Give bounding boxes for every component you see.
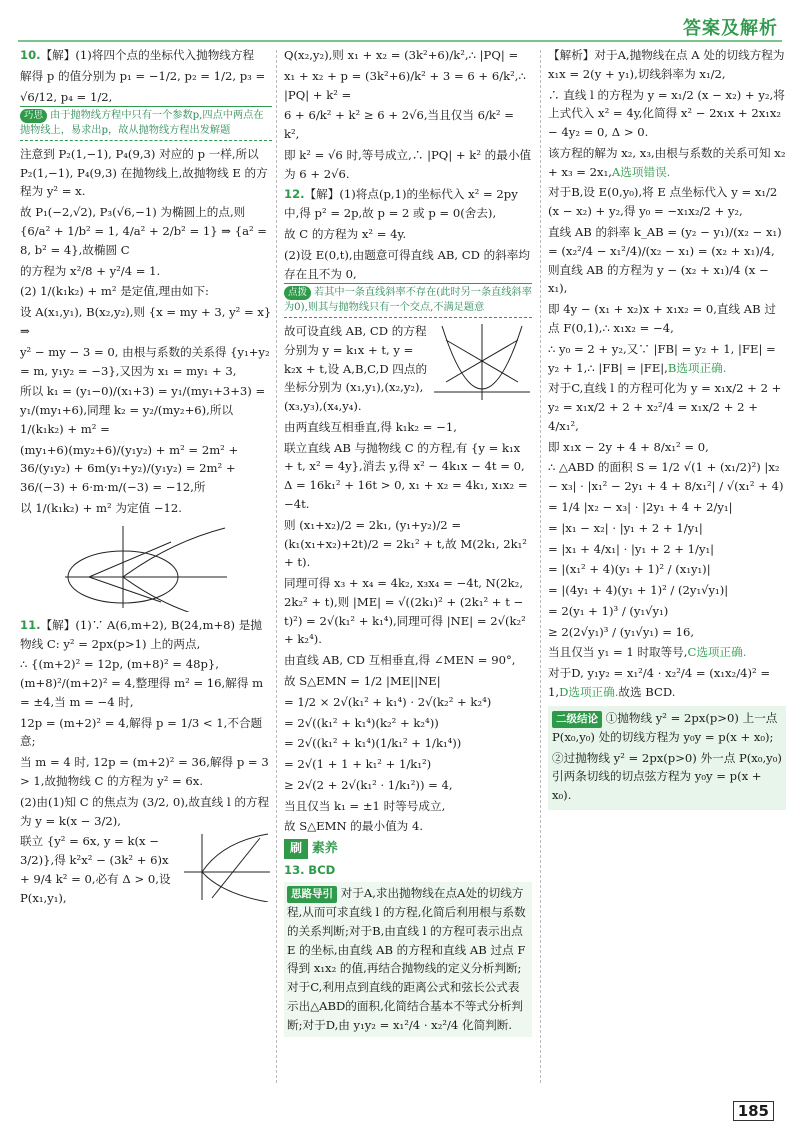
q11-line: 6 + 6/k² + k² ≥ 6 + 2√6,当且仅当 6/k² = k², [284, 108, 514, 142]
q13-line: = |x₁ + 4/x₁| · |y₁ + 2 + 1/y₁| [548, 541, 715, 556]
header-divider [18, 40, 782, 42]
q11-line: ∴ {(m+2)² = 12p, (m+8)² = 48p}, (m+8)²/(m+2)² = 4,整理得 m² = 16,解得 m = ±4,当 m = −4 时, [20, 657, 264, 709]
q10-line: (my₁+6)(my₂+6)/(y₁y₂) + m² = 2m² + 36/(y₁y₂) + 6m(y₁+y₂)/(y₁y₂) = 2m² + 36/(−3) + 6·m·m/(−3) = −12,所 [20, 442, 239, 495]
q13-line: 对于C,直线 l 的方程可化为 y = x₁x/2 + 2 + y₂ = x₁x/2 + 2 + x₂²/4 = x₁x/2 + 2 + 4/x₁², [548, 381, 782, 433]
verdict-text: A选项错误. [611, 164, 671, 179]
q10-line: √6/12, p₄ = 1/2, [20, 88, 272, 108]
q10-line: 注意到 P₂(1,−1), P₄(9,3) 对应的 p 一样,所以 P₂(1,−1), P₄(9,3) 在抛物线上,故抛物线 E 的方程为 y² = x. [20, 146, 268, 199]
summary-box: 二级结论 ①抛物线 y² = 2px(p>0) 上一点 P(x₀,y₀) 处的切线方程为 y₀y = p(x + x₀); ②过抛物线 y² = 2px(p>0) 外一点 P(x₀,y₀) 引两条切线的切点弦方程为 y₀y = p(x + x₀). [548, 706, 786, 810]
column-middle [284, 46, 532, 1037]
q12-line: 则 (x₁+x₂)/2 = 2k₁, (y₁+y₂)/2 = (k₁(x₁+x₂)+2t)/2 = 2k₁² + t,故 M(2k₁, 2k₁² + t). [284, 517, 527, 570]
parabola-lines-figure [432, 322, 532, 402]
q12-line: = 2√(1 + 1 + k₁² + 1/k₁²) [284, 757, 432, 772]
q11-line: 11.【解】(1)∵ A(6,m+2), B(24,m+8) 是抛物线 C: y² = 2px(p>1) 上的两点, [20, 617, 262, 651]
q13-line: 当且仅当 y₁ = 1 时取等号,C选项正确. [548, 645, 747, 660]
section-heading [284, 838, 532, 859]
tip-note: 巧思 由于抛物线方程中只有一个参数p,四点中两点在抛物线上，易求出p，故从抛物线方程出发解题 [20, 109, 272, 141]
question-number: 10. [20, 48, 41, 62]
q11-line: 12p = (m+2)² = 4,解得 p = 1/3 < 1,不合题意; [20, 715, 263, 749]
header-title: 答案及解析 [683, 18, 778, 39]
q10-line: (2) 1/(k₁k₂) + m² 是定值,理由如下: [20, 284, 209, 299]
q12-line: 联立直线 AB 与抛物线 C 的方程,有 {y = k₁x + t, x² = 4y},消去 y,得 x² − 4k₁x − 4t = 0, Δ = 16k₁² + 16t > 0, x₁ + x₂ = 4k₁, x₁x₂ = −4t. [284, 440, 528, 511]
q13-line: = 1/4 |x₂ − x₃| · |2y₁ + 4 + 2/y₁| [548, 499, 733, 514]
column-right [548, 46, 786, 810]
q12-line: 12.【解】(1)将点(p,1)的坐标代入 x² = 2py 中,得 p² = 2p,故 p = 2 或 p = 0(舍去), [284, 187, 518, 221]
q11-line: 联立 {y² = 6x, y = k(x − 3/2)},得 k²x² − (3k² + 6)x + 9/4 k² = 0,必有 Δ > 0,设 P(x₁,y₁), [20, 834, 171, 905]
tip-note: 点拨 若其中一条直线斜率不存在(此时另一条直线斜率为0),则其与抛物线只有一个交点,不满足题意 [284, 286, 532, 318]
q13-line: 直线 AB 的斜率 k_AB = (y₂ − y₁)/(x₂ − x₁) = (x₂²/4 − x₁²/4)/(x₂ − x₁) = (x₂ + x₁)/4,则直线 AB 的方程为 y − (x₂ + x₁)/4 (x − x₁), [548, 225, 782, 296]
q12-line: 当且仅当 k₁ = ±1 时等号成立, [284, 798, 446, 813]
column-divider [276, 50, 277, 1083]
q11-line: 当 m = 4 时, 12p = (m+2)² = 36,解得 p = 3 > 1,故抛物线 C 的方程为 y² = 6x. [20, 755, 269, 788]
parabola-chord-figure [182, 832, 272, 902]
q10-line: 10.【解】(1)将四个点的坐标代入抛物线方程 [20, 48, 255, 62]
q10-line: 故 P₁(−2,√2), P₃(√6,−1) 为椭圆上的点,则 {6/a² + 1/b² = 1, 4/a² + 2/b² = 1} ⇒ {a² = 8, b² = 4},故椭圆 C [20, 205, 268, 257]
q13-line: = 2(y₁ + 1)³ / (y₁√y₁) [548, 603, 669, 618]
q13-line: 【解析】对于A,抛物线在点 A 处的切线方程为 x₁x = 2(y + y₁),切线斜率为 x₁/2, [548, 48, 785, 81]
q10-line: y² − my − 3 = 0, 由根与系数的关系得 {y₁+y₂ = m, y₁y₂ = −3},又因为 x₁ = my₁ + 3, [20, 344, 270, 378]
q12-line: ≥ 2√(2 + 2√(k₁² · 1/k₁²)) = 4, [284, 777, 453, 792]
q13-line: = |(x₁² + 4)(y₁ + 1)² / (x₁y₁)| [548, 562, 711, 577]
column-left [20, 46, 272, 909]
section-label: 素养 [311, 841, 338, 857]
ellipse-parabola-figure [61, 522, 231, 612]
q10-line: 以 1/(k₁k₂) + m² 为定值 −12. [20, 500, 182, 515]
q13-line: 该方程的解为 x₂, x₃,由根与系数的关系可知 x₂ + x₃ = 2x₁,A选项错误. [548, 145, 786, 179]
q10-line: 解得 p 的值分别为 p₁ = −1/2, p₂ = 1/2, p₃ = [20, 68, 266, 83]
question-number: 13. [284, 863, 305, 878]
summary-line: ②过抛物线 y² = 2px(p>0) 外一点 P(x₀,y₀) 引两条切线的切点弦方程为 y₀y = p(x + x₀). [552, 750, 782, 803]
q13-line: ∴ 直线 l 的方程为 y = x₁/2 (x − x₂) + y₂,将上式代入 x² = 4y,化简得 x² − 2x₁x + 2x₁x₂ − 4y₂ = 0, Δ > 0. [548, 87, 785, 140]
q11-line: x₁ + x₂ + p = (3k²+6)/k² + 3 = 6 + 6/k²,∴ |PQ| + k² = [284, 68, 526, 102]
q11-line: (2)由(1)知 C 的焦点为 (3/2, 0),故直线 l 的方程为 y = k(x − 3/2), [20, 794, 270, 828]
q13-line: = |(4y₁ + 4)(y₁ + 1)² / (2y₁√y₁)| [548, 583, 729, 598]
q13-line: 对于D, y₁y₂ = x₁²/4 · x₂²/4 = (x₁x₂/4)² = 1,D选项正确.故选 BCD. [548, 666, 771, 699]
q12-line: 故 S△EMN = 1/2 |ME||NE| [284, 674, 441, 688]
hint-tag: 思路导引 [287, 886, 337, 903]
question-number: 12. [284, 187, 305, 202]
q11-line: Q(x₂,y₂),则 x₁ + x₂ = (3k²+6)/k²,∴ |PQ| = [284, 48, 519, 62]
tip-icon: 点拨 [284, 286, 311, 300]
q12-line: (2)设 E(0,t),由题意可得直线 AB, CD 的斜率均存在且不为 0, [284, 246, 532, 285]
verdict-text: B选项正确. [667, 360, 727, 375]
q10-line: 设 A(x₁,y₁), B(x₂,y₂),则 {x = my + 3, y² = x} ⇒ [20, 305, 272, 338]
question-number: 11. [20, 617, 41, 632]
q13-line: 即 4y − (x₁ + x₂)x + x₁x₂ = 0,直线 AB 过点 F(0,1),∴ x₁x₂ = −4, [548, 302, 776, 335]
q12-line: 故 S△EMN 的最小值为 4. [284, 819, 424, 834]
q13-answer [284, 861, 532, 880]
q12-line: 故可设直线 AB, CD 的方程分别为 y = k₁x + t, y = k₂x + t,设 A,B,C,D 四点的坐标分别为 (x₁,y₁),(x₂,y₂),(x₃,y₃),(x₄,y₄). [284, 323, 428, 414]
verdict-text: C选项正确. [687, 645, 747, 660]
q12-line: 由直线 AB, CD 互相垂直,得 ∠MEN = 90°, [284, 653, 516, 668]
q13-line: ∴ y₀ = 2 + y₂,又∵ |FB| = y₂ + 1, |FE| = y₂ + 1,∴ |FB| = |FE|,B选项正确. [548, 341, 776, 375]
verdict-text: D选项正确. [559, 685, 619, 699]
q12-line: 同理可得 x₃ + x₄ = 4k₂, x₃x₄ = −4t, N(2k₂, 2k₂² + t),则 |ME| = √((2k₁)² + (2k₁² + t − t)²) = 2√(k₁² + k₁⁴),同理可得 |NE| = 2√(k₂² + k₂⁴). [284, 576, 526, 647]
q11-line: 即 k² = √6 时,等号成立,∴ |PQ| + k² 的最小值为 6 + 2√6. [284, 147, 532, 181]
page-number: 185 [733, 1101, 774, 1121]
q12-line: = 2√((k₁² + k₁⁴)(1/k₁² + 1/k₁⁴)) [284, 736, 462, 751]
answer-choices: BCD [308, 863, 336, 878]
q12-line: = 1/2 × 2√(k₁² + k₁⁴) · 2√(k₂² + k₂⁴) [284, 694, 492, 709]
q13-line: ∴ △ABD 的面积 S = 1/2 √(1 + (x₁/2)²) |x₂ − x₃| · |x₁² − 2y₁ + 4 + 8/x₁²| / √(x₁² + 4) [548, 460, 784, 494]
section-tag: 刷 [284, 839, 308, 858]
q10-line: 的方程为 x²/8 + y²/4 = 1. [20, 263, 161, 278]
tip-icon: 巧思 [20, 109, 47, 123]
q13-line: 对于B,设 E(0,y₀),将 E 点坐标代入 y = x₁/2 (x − x₂) + y₂,得 y₀ = −x₁x₂/2 + y₂, [548, 185, 778, 219]
column-divider [540, 50, 541, 1083]
q12-line: 故 C 的方程为 x² = 4y. [284, 227, 407, 242]
q10-line: 所以 k₁ = (y₁−0)/(x₁+3) = y₁/(my₁+3+3) = y₁/(my₁+6),同理 k₂ = y₂/(my₂+6),所以 1/(k₁k₂) + m² = [20, 384, 266, 436]
q13-line: = |x₁ − x₂| · |y₁ + 2 + 1/y₁| [548, 520, 703, 535]
q12-line: 由两直线互相垂直,得 k₁k₂ = −1, [284, 419, 457, 434]
summary-tag: 二级结论 [552, 711, 602, 728]
q13-line: 即 x₁x − 2y + 4 + 8/x₁² = 0, [548, 439, 709, 454]
q13-line: ≥ 2(2√y₁)³ / (y₁√y₁) = 16, [548, 624, 695, 639]
hint-box: 思路导引 对于A,求出抛物线在点A处的切线方程,从而可求直线 l 的方程,化简后利用根与系数的关系判断;对于B,由直线 l 的方程可表示出点 E 的坐标,由直线 AB 的方程和直线 AB 过点 F 得到 x₁x₂ 的值,再结合抛物线的定义分析判断;对于C,利用点到直线的距离公式和弦长公式表示出△ABD的面积,化简结合基本不等式分析判断;对于D,由 y₁y₂ = x₁²/4 · x₂²/4 化简判断. [284, 882, 532, 1036]
q12-line: = 2√((k₁² + k₁⁴)(k₂² + k₂⁴)) [284, 715, 439, 730]
